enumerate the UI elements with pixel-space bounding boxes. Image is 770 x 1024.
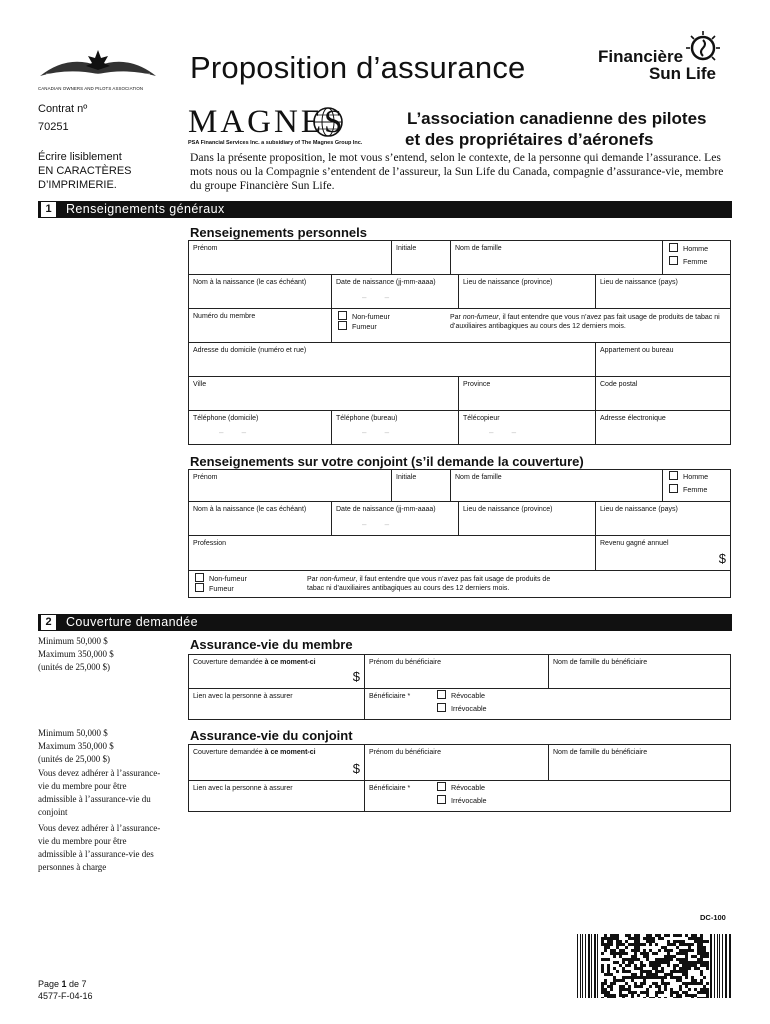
couv-em: à ce moment-ci xyxy=(264,659,316,666)
s-couv-em: à ce moment-ci xyxy=(264,749,316,756)
member-limit-units: (unités de 25,000 $) xyxy=(38,662,110,672)
spouse-limit-units: (unités de 25,000 $) xyxy=(38,754,110,764)
member-irrevocable-option[interactable] xyxy=(437,703,487,715)
member-revocable-label: Révocable xyxy=(451,691,485,700)
c-note-pre: Par xyxy=(307,576,320,583)
instr-line3: D’IMPRIMERIE. xyxy=(38,179,117,191)
page-num: 1 xyxy=(61,979,67,989)
member-ben-prenom-label: Prénom du bénéficiaire xyxy=(369,659,441,666)
barcode-icon xyxy=(577,934,732,998)
ville-label: Ville xyxy=(193,381,207,388)
member-beneficiaire-type xyxy=(365,689,730,719)
conjoint-non-fumeur-checkbox[interactable] xyxy=(195,573,204,582)
spouse-coverage-grid xyxy=(188,744,731,812)
section1-number: 1 xyxy=(41,202,56,217)
numero-membre-label: Numéro du membre xyxy=(193,313,256,320)
page-info xyxy=(38,978,93,1002)
c-note-post: , il faut entendre que vous n’avez pas fait usage de produits de tabac ni d’auxiliaires antibagiques au cours des 12 derniers mois. xyxy=(307,576,551,592)
spouse-irrevocable-label: Irrévocable xyxy=(451,796,487,805)
code-postal-label: Code postal xyxy=(600,381,638,388)
initiale-field[interactable] xyxy=(392,241,451,275)
spouse-heading: Renseignements sur votre conjoint (s’il demande la couverture) xyxy=(190,454,584,469)
tel-domicile-field[interactable]: Téléphone (domicile) – – xyxy=(189,411,332,444)
member-couverture-field[interactable] xyxy=(189,655,365,689)
numero-membre-field[interactable] xyxy=(189,309,332,343)
conjoint-fumeur-checkbox[interactable] xyxy=(195,583,204,592)
spouse-limit-min: Minimum 50,000 $ xyxy=(38,728,108,738)
member-limit-max: Maximum 350,000 $ xyxy=(38,649,114,659)
spouse-ben-prenom-field[interactable] xyxy=(365,745,549,781)
lieu-province-field[interactable] xyxy=(459,275,596,309)
globe-icon xyxy=(312,106,344,138)
conjoint-nom-naissance-field[interactable] xyxy=(189,502,332,536)
appartement-field[interactable] xyxy=(596,343,730,377)
spouse-ben-nom-label: Nom de famille du bénéficiaire xyxy=(553,749,648,756)
spouse-lien-label: Lien avec la personne à assurer xyxy=(193,785,293,792)
fumeur-option[interactable] xyxy=(338,321,377,333)
member-ben-prenom-field[interactable] xyxy=(365,655,549,689)
note-pre: Par xyxy=(450,314,463,321)
initiale-label: Initiale xyxy=(396,245,417,252)
conjoint-fumeur-option[interactable] xyxy=(195,583,234,595)
spouse-coverage-heading: Assurance-vie du conjoint xyxy=(190,728,353,743)
tel-domicile-label: Téléphone (domicile) xyxy=(193,415,259,422)
magnes-logo-text: MAGNES xyxy=(188,104,346,140)
conjoint-femme-option[interactable] xyxy=(669,484,707,496)
appartement-label: Appartement ou bureau xyxy=(600,347,674,354)
province-label: Province xyxy=(463,381,491,388)
personal-info-grid xyxy=(188,240,731,445)
ville-field[interactable] xyxy=(189,377,459,411)
conjoint-lieu-pays-field[interactable] xyxy=(596,502,730,536)
member-ben-nom-label: Nom de famille du bénéficiaire xyxy=(553,659,648,666)
member-irrevocable-label: Irrévocable xyxy=(451,704,487,713)
adresse-label: Adresse du domicile (numéro et rue) xyxy=(193,347,307,354)
conjoint-femme-label: Femme xyxy=(683,485,708,494)
femme-label: Femme xyxy=(683,257,708,266)
conjoint-non-fumeur-note xyxy=(307,575,567,593)
s-couv-pre: Couverture demandée xyxy=(193,749,265,756)
conjoint-non-fumeur-label: Non-fumeur xyxy=(209,574,247,583)
revenu-label: Revenu gagné annuel xyxy=(600,540,669,547)
personal-heading: Renseignements personnels xyxy=(190,225,367,240)
page-number xyxy=(38,978,93,990)
section1-label: Renseignements généraux xyxy=(66,202,225,216)
contract-label: Contrat nº xyxy=(38,103,88,115)
member-revocable-checkbox[interactable] xyxy=(437,690,446,699)
spouse-irrevocable-option[interactable] xyxy=(437,795,487,807)
conjoint-homme-label: Homme xyxy=(683,472,709,481)
spouse-revocable-label: Révocable xyxy=(451,783,485,792)
homme-option[interactable] xyxy=(669,243,708,255)
fumeur-label: Fumeur xyxy=(352,322,377,331)
member-lien-label: Lien avec la personne à assurer xyxy=(193,693,293,700)
association-name xyxy=(405,108,706,150)
print-instruction xyxy=(38,150,132,192)
instr-line1: Écrire lisiblement xyxy=(38,151,122,163)
member-lien-field[interactable] xyxy=(189,689,365,719)
association-logo xyxy=(38,48,158,91)
wings-maple-icon xyxy=(38,48,158,80)
nom-naissance-label: Nom à la naissance (le cas échéant) xyxy=(193,279,307,286)
note-em: non-fumeur xyxy=(462,314,499,321)
member-beneficiaire-label: Bénéficiaire * xyxy=(369,693,411,700)
member-ben-nom-field[interactable] xyxy=(549,655,730,689)
tel-bureau-label: Téléphone (bureau) xyxy=(336,415,398,422)
spouse-beneficiaire-label: Bénéficiaire * xyxy=(369,785,411,792)
spouse-beneficiaire-type xyxy=(365,781,730,811)
form-title: Proposition d’assurance xyxy=(190,50,526,85)
revenu-field[interactable] xyxy=(596,536,730,571)
profession-field[interactable] xyxy=(189,536,596,571)
logo-caption: CANADIAN OWNERS AND PILOTS ASSOCIATION xyxy=(38,86,144,91)
date-naissance-field[interactable]: Date de naissance (jj-mm-aaaa) – – xyxy=(332,275,459,309)
lieu-pays-label: Lieu de naissance (pays) xyxy=(600,279,678,286)
homme-label: Homme xyxy=(683,244,709,253)
nom-label: Nom de famille xyxy=(455,245,502,252)
assoc-line2: et des propriétaires d’aéronefs xyxy=(405,130,654,149)
fumeur-checkbox[interactable] xyxy=(338,321,347,330)
fumeur-block xyxy=(332,309,730,343)
sun-icon xyxy=(685,30,721,64)
section2-label: Couverture demandée xyxy=(66,615,198,629)
date-naissance-label: Date de naissance (jj-mm-aaaa) xyxy=(336,279,436,286)
non-fumeur-checkbox[interactable] xyxy=(338,311,347,320)
conjoint-prenom-label: Prénom xyxy=(193,474,218,481)
tel-bureau-field[interactable]: Téléphone (bureau) – – xyxy=(332,411,459,444)
revenu-dollar: $ xyxy=(718,551,726,566)
non-fumeur-label: Non-fumeur xyxy=(352,312,390,321)
member-couverture-dollar: $ xyxy=(352,669,360,684)
dependents-eligibility-note: Vous devez adhérer à l’assurance-vie du membre pour être admissible à l’assurance-vie des personnes à charge xyxy=(38,823,161,872)
conjoint-lieu-province-field[interactable] xyxy=(459,502,596,536)
non-fumeur-note xyxy=(450,313,722,331)
adresse-field[interactable] xyxy=(189,343,596,377)
spouse-couverture-field[interactable] xyxy=(189,745,365,781)
spouse-couverture-dollar: $ xyxy=(352,761,360,776)
psa-caption: PSA Financial Services Inc. a subsidiary of The Magnes Group Inc. xyxy=(188,140,363,146)
instr-line2: EN CARACTÈRES xyxy=(38,165,132,177)
member-coverage-heading: Assurance-vie du membre xyxy=(190,637,353,652)
email-label: Adresse électronique xyxy=(600,415,666,422)
conjoint-homme-checkbox[interactable] xyxy=(669,471,678,480)
assoc-line1: L’association canadienne des pilotes xyxy=(407,109,707,128)
lieu-pays-field[interactable] xyxy=(596,275,730,309)
member-couverture-label xyxy=(193,658,316,667)
member-irrevocable-checkbox[interactable] xyxy=(437,703,446,712)
spouse-ben-prenom-label: Prénom du bénéficiaire xyxy=(369,749,441,756)
telecopieur-label: Télécopieur xyxy=(463,415,500,422)
c-note-em: non-fumeur xyxy=(319,576,356,583)
spouse-eligibility-note: Vous devez adhérer à l’assurance-vie du membre pour être admissible à l’assurance-vie du conjoint xyxy=(38,768,161,817)
note-post: , il faut entendre que vous n’avez pas fait usage de produits de tabac ni d’auxiliaires antibagiques au cours des 12 derniers mois. xyxy=(450,314,720,330)
member-limit-min: Minimum 50,000 $ xyxy=(38,636,108,646)
spouse-couverture-label xyxy=(193,748,316,757)
code-postal-field[interactable] xyxy=(596,377,730,411)
section1-bar xyxy=(38,201,732,218)
conjoint-initiale-label: Initiale xyxy=(396,474,417,481)
conjoint-date-label: Date de naissance (jj-mm-aaaa) xyxy=(336,506,436,513)
email-field[interactable] xyxy=(596,411,730,444)
conjoint-homme-option[interactable] xyxy=(669,471,708,483)
conjoint-femme-checkbox[interactable] xyxy=(669,484,678,493)
telecopieur-field[interactable]: Télécopieur – – xyxy=(459,411,596,444)
femme-option[interactable] xyxy=(669,256,707,268)
brand-line1: Financière xyxy=(598,47,684,66)
prenom-field[interactable] xyxy=(189,241,392,275)
conjoint-nom-field[interactable] xyxy=(451,470,663,502)
couv-pre: Couverture demandée xyxy=(193,659,265,666)
province-field[interactable] xyxy=(459,377,596,411)
form-code: DC-100 xyxy=(700,913,726,922)
spouse-revocable-option[interactable] xyxy=(437,782,485,794)
spouse-irrevocable-checkbox[interactable] xyxy=(437,795,446,804)
conjoint-sexe-options xyxy=(663,470,730,502)
conjoint-fumeur-block xyxy=(189,571,730,597)
nom-famille-field[interactable] xyxy=(451,241,663,275)
section2-bar xyxy=(38,614,732,631)
conjoint-nom-naissance-label: Nom à la naissance (le cas échéant) xyxy=(193,506,307,513)
contract-number: 70251 xyxy=(38,121,69,133)
lieu-province-label: Lieu de naissance (province) xyxy=(463,279,553,286)
conjoint-lieu-province-label: Lieu de naissance (province) xyxy=(463,506,553,513)
form-id: 4577-F-04-16 xyxy=(38,991,93,1001)
spouse-lien-field[interactable] xyxy=(189,781,365,811)
contract-block xyxy=(38,102,87,134)
profession-label: Profession xyxy=(193,540,227,547)
member-limits xyxy=(38,635,114,674)
conjoint-lieu-pays-label: Lieu de naissance (pays) xyxy=(600,506,678,513)
homme-checkbox[interactable] xyxy=(669,243,678,252)
member-revocable-option[interactable] xyxy=(437,690,485,702)
spouse-limits xyxy=(38,727,163,874)
spouse-info-grid xyxy=(188,469,731,598)
intro-paragraph: Dans la présente proposition, le mot vous s’entend, selon le contexte, de la personne qui demande l’assurance. Les mots nous ou la Compagnie s’entendent de l’assureur, la Sun Life du Canada, compagnie d’assurance-vie, membre du groupe Financière Sun Life. xyxy=(190,151,724,192)
page-post: de 7 xyxy=(66,979,87,989)
spouse-revocable-checkbox[interactable] xyxy=(437,782,446,791)
page-pre: Page xyxy=(38,979,62,989)
conjoint-fumeur-label: Fumeur xyxy=(209,584,234,593)
conjoint-date-naissance-field[interactable]: Date de naissance (jj-mm-aaaa) – – xyxy=(332,502,459,536)
conjoint-nom-label: Nom de famille xyxy=(455,474,502,481)
spouse-ben-nom-field[interactable] xyxy=(549,745,730,781)
femme-checkbox[interactable] xyxy=(669,256,678,265)
nom-naissance-field[interactable] xyxy=(189,275,332,309)
section2-number: 2 xyxy=(41,615,56,630)
conjoint-initiale-field[interactable] xyxy=(392,470,451,502)
prenom-label: Prénom xyxy=(193,245,218,252)
conjoint-prenom-field[interactable] xyxy=(189,470,392,502)
brand-line2: Sun Life xyxy=(648,64,716,83)
member-coverage-grid xyxy=(188,654,731,720)
sexe-options xyxy=(663,241,730,275)
spouse-limit-max: Maximum 350,000 $ xyxy=(38,741,114,751)
